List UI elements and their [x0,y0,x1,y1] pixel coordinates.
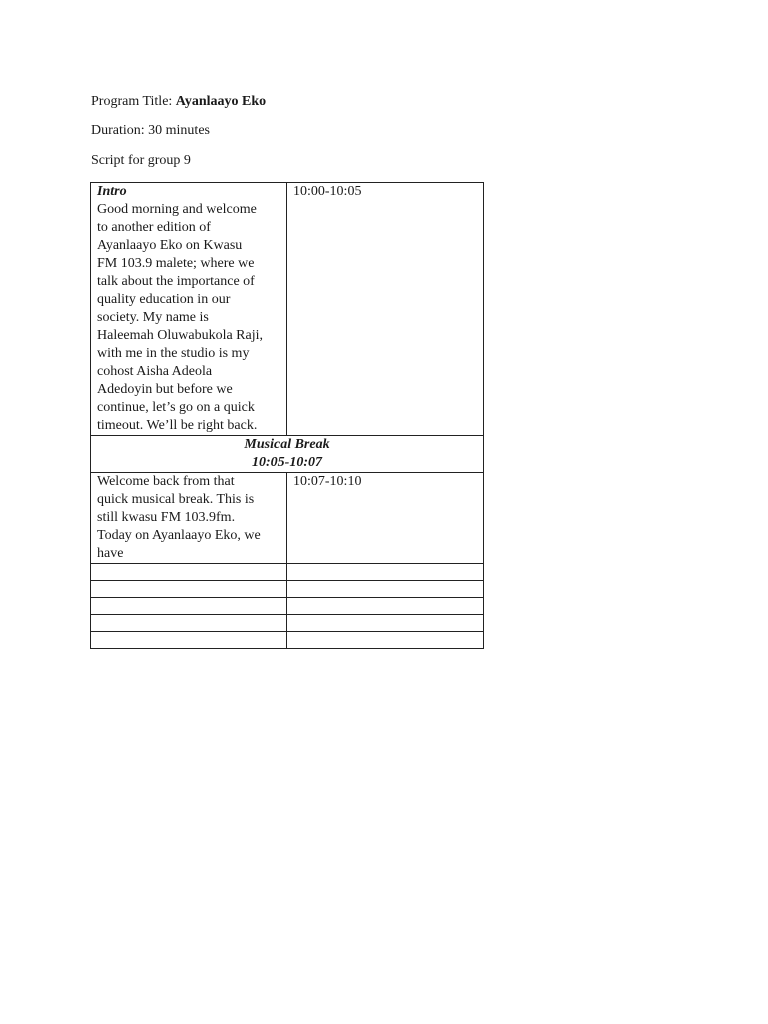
musical-break-cell [91,436,484,473]
musical-break-title: Musical Break [244,437,330,452]
table-row-empty [91,615,484,632]
program-title-label: Program Title: [91,94,173,109]
empty-cell [91,598,287,615]
script-table [90,182,484,649]
musical-break-time: 10:05-10:07 [252,455,322,470]
table-row-empty [91,598,484,615]
table-row-empty [91,632,484,649]
empty-cell [91,615,287,632]
welcome-back-content-cell [91,473,287,564]
intro-time: 10:00-10:05 [293,184,362,199]
program-title-value: Ayanlaayo Eko [175,94,267,109]
empty-cell [287,581,484,598]
empty-cell [91,564,287,581]
script-group-line: Script for group 9 [91,153,191,168]
empty-cell [287,564,484,581]
intro-heading: Intro [97,184,127,199]
welcome-back-time: 10:07-10:10 [293,474,362,489]
intro-body-text: Good morning and welcome to another edition of Ayanlaayo Eko on Kwasu FM 103.9 malete; where we talk about the importance of quality education in our society. My name is Haleemah Oluwabukola Raji, with me in the studio is my cohost Aisha Adeola Adedoyin but before we continue, let’s go on a quick timeout. We’ll be right back. [97,202,264,433]
empty-cell [287,632,484,649]
table-row-empty [91,581,484,598]
intro-time-cell [287,183,484,436]
empty-cell [287,598,484,615]
table-row-intro [91,183,484,436]
empty-cell [91,632,287,649]
welcome-back-time-cell [287,473,484,564]
table-row-welcome-back [91,473,484,564]
program-title-line [91,93,266,111]
welcome-back-body-text: Welcome back from that quick musical break. This is still kwasu FM 103.9fm. Today on Ayanlaayo Eko, we have [97,474,261,561]
empty-cell [91,581,287,598]
table-row-musical-break [91,436,484,473]
empty-cell [287,615,484,632]
duration-line: Duration: 30 minutes [91,123,210,138]
intro-content-cell [91,183,287,436]
table-row-empty [91,564,484,581]
